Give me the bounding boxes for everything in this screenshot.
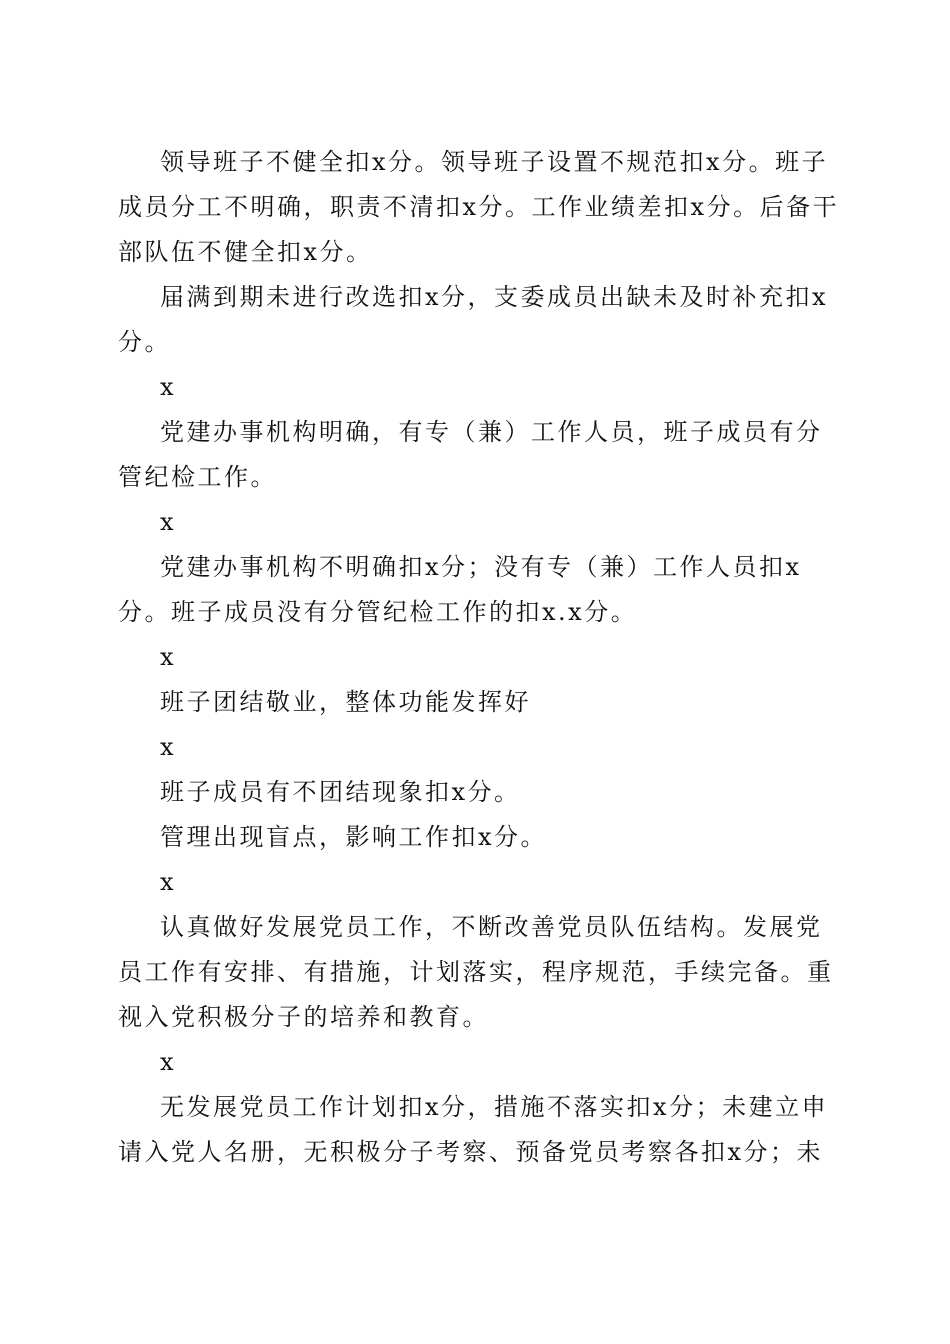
score-placeholder: x (160, 733, 177, 761)
score-placeholder: x (160, 373, 177, 401)
score-placeholder: x (160, 868, 177, 896)
paragraph-development-deductions: 无发展党员工作计划扣x分，措施不落实扣x分；未建立申请入党人名册，无积极分子考察、预备党员考察各扣x分；未 (118, 1093, 829, 1166)
paragraph-member-development: 认真做好发展党员工作，不断改善党员队伍结构。发展党员工作有安排、有措施，计划落实，程序规范，手续完备。重视入党积极分子的培养和教育。 (118, 913, 834, 1031)
paragraph-office-deductions: 党建办事机构不明确扣x分；没有专（兼）工作人员扣x分。班子成员没有分管纪检工作的扣x.x分。 (118, 553, 802, 626)
score-placeholder: x (160, 508, 177, 536)
paragraph-management-deduction: 管理出现盲点，影响工作扣x分。 (160, 823, 548, 851)
document-body (118, 140, 842, 1175)
paragraph-team-unity: 班子团结敬业，整体功能发挥好 (160, 688, 531, 716)
paragraph-unity-deduction: 班子成员有不团结现象扣x分。 (160, 778, 521, 806)
score-placeholder: x (160, 1048, 177, 1076)
paragraph-leadership-deductions: 领导班子不健全扣x分。领导班子设置不规范扣x分。班子成员分工不明确，职责不清扣x分。工作业绩差扣x分。后备干部队伍不健全扣x分。 (118, 148, 840, 266)
paragraph-reelection-deductions: 届满到期未进行改选扣x分，支委成员出缺未及时补充扣x分。 (118, 283, 829, 356)
paragraph-office-requirement: 党建办事机构明确，有专（兼）工作人员，班子成员有分管纪检工作。 (118, 418, 823, 491)
score-placeholder: x (160, 643, 177, 671)
